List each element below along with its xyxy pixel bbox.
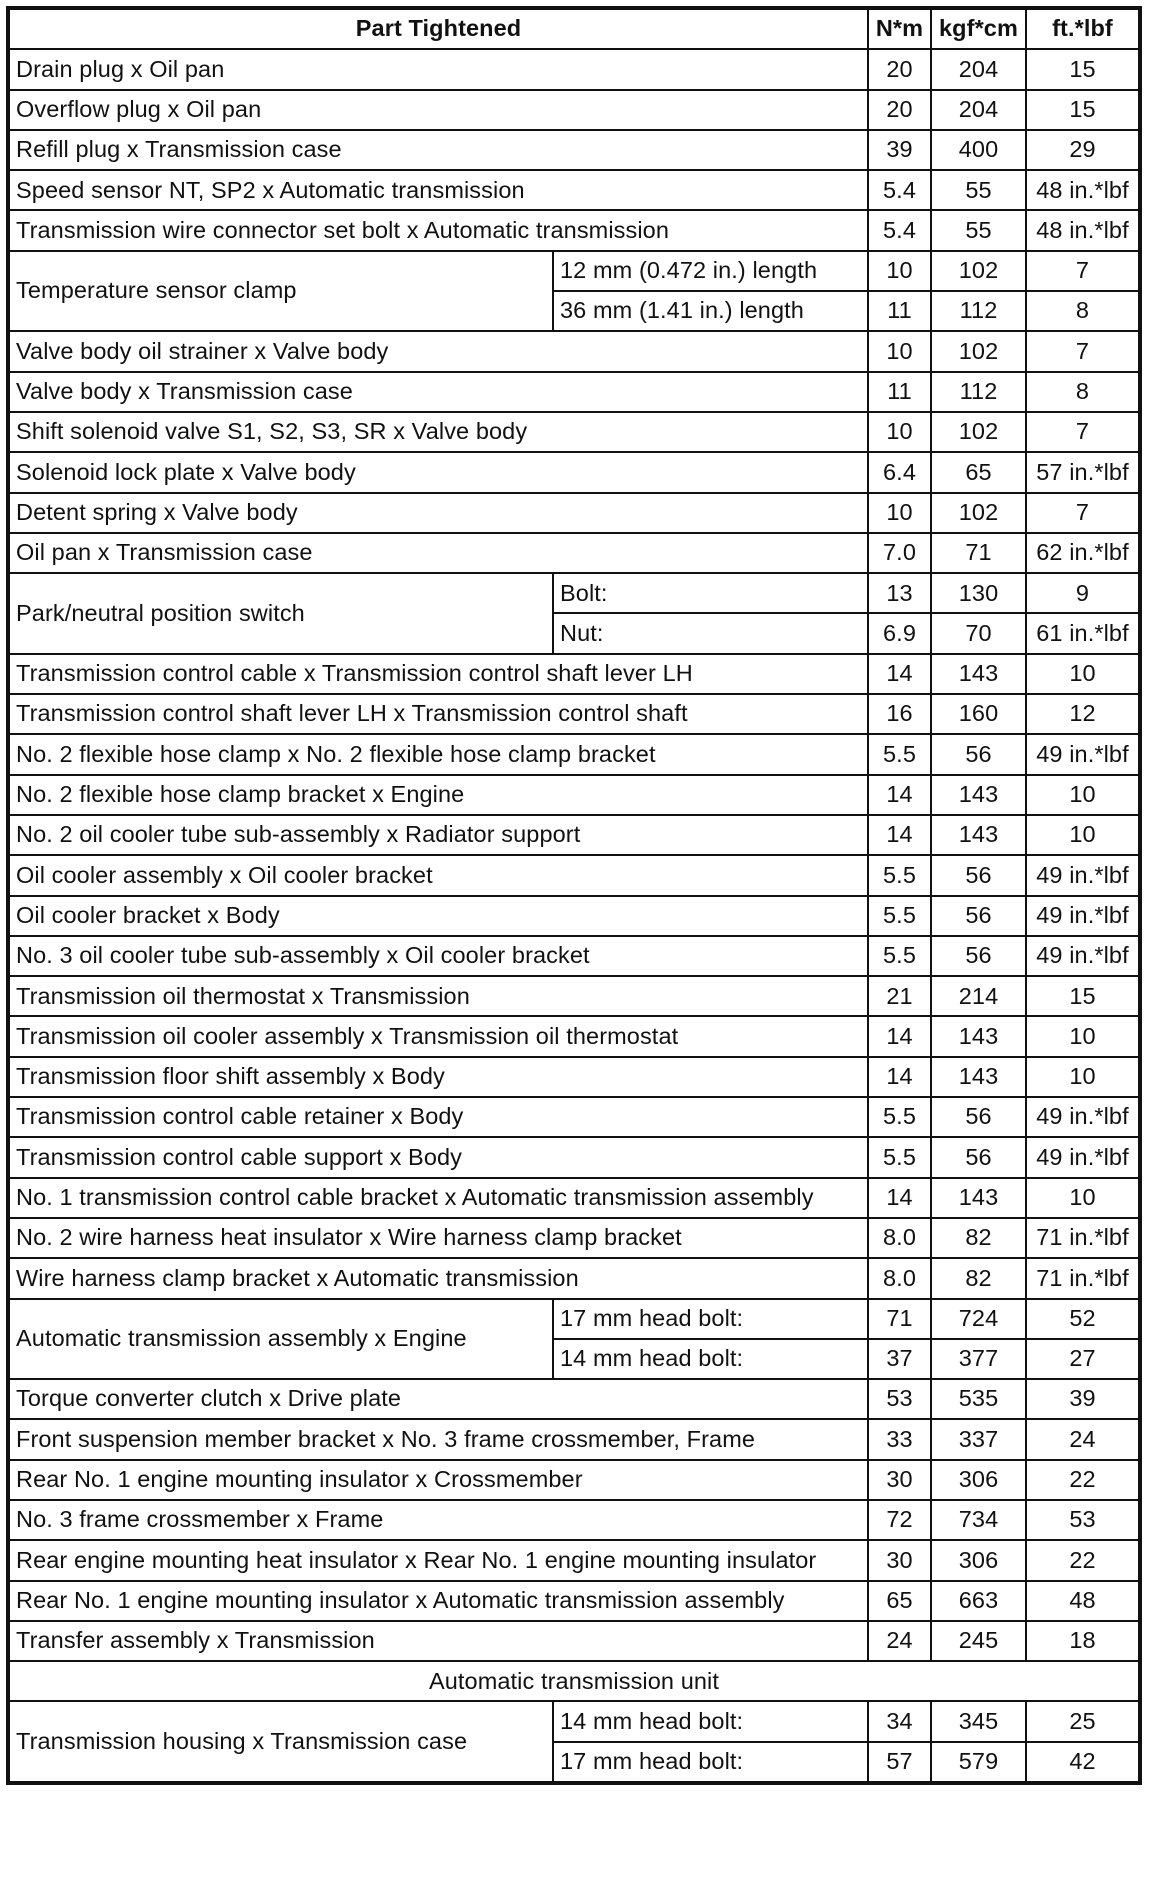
torque-ft-lbf: 42: [1026, 1742, 1140, 1783]
part-name: Oil cooler bracket x Body: [8, 896, 868, 936]
torque-kgf-cm: 734: [931, 1500, 1026, 1540]
header-row: [8, 8, 1140, 49]
part-name: Oil pan x Transmission case: [8, 533, 868, 573]
torque-nm: 5.4: [868, 210, 931, 250]
table-row: [8, 775, 1140, 815]
torque-nm: 33: [868, 1419, 931, 1459]
torque-ft-lbf: 48 in.*lbf: [1026, 210, 1140, 250]
torque-kgf-cm: 70: [931, 613, 1026, 653]
torque-nm: 14: [868, 654, 931, 694]
table-row: [8, 815, 1140, 855]
torque-kgf-cm: 102: [931, 493, 1026, 533]
torque-ft-lbf: 15: [1026, 49, 1140, 89]
torque-kgf-cm: 82: [931, 1218, 1026, 1258]
torque-ft-lbf: 48 in.*lbf: [1026, 170, 1140, 210]
torque-ft-lbf: 29: [1026, 130, 1140, 170]
torque-nm: 14: [868, 775, 931, 815]
header-ft-lbf: ft.*lbf: [1026, 8, 1140, 49]
table-row: [8, 1621, 1140, 1661]
torque-kgf-cm: 55: [931, 210, 1026, 250]
table-row: [8, 1460, 1140, 1500]
part-name: Torque converter clutch x Drive plate: [8, 1379, 868, 1419]
header-kgf-cm: kgf*cm: [931, 8, 1026, 49]
part-name: Transfer assembly x Transmission: [8, 1621, 868, 1661]
part-name: Automatic transmission assembly x Engine: [8, 1299, 553, 1380]
torque-nm: 5.5: [868, 1137, 931, 1177]
torque-nm: 10: [868, 493, 931, 533]
torque-nm: 5.4: [868, 170, 931, 210]
sub-condition: 17 mm head bolt:: [553, 1742, 868, 1783]
part-name: Valve body x Transmission case: [8, 372, 868, 412]
part-name: Front suspension member bracket x No. 3 frame crossmember, Frame: [8, 1419, 868, 1459]
part-name: Temperature sensor clamp: [8, 251, 553, 332]
table-row: [8, 533, 1140, 573]
part-name: No. 1 transmission control cable bracket x Automatic transmission assembly: [8, 1178, 868, 1218]
table-row: [8, 1057, 1140, 1097]
table-row: [8, 452, 1140, 492]
torque-kgf-cm: 56: [931, 1137, 1026, 1177]
table-row: [8, 1258, 1140, 1298]
torque-kgf-cm: 214: [931, 976, 1026, 1016]
part-name: Overflow plug x Oil pan: [8, 90, 868, 130]
torque-ft-lbf: 27: [1026, 1339, 1140, 1379]
torque-nm: 5.5: [868, 1097, 931, 1137]
torque-nm: 21: [868, 976, 931, 1016]
torque-kgf-cm: 65: [931, 452, 1026, 492]
sub-condition: 14 mm head bolt:: [553, 1701, 868, 1741]
torque-ft-lbf: 10: [1026, 775, 1140, 815]
torque-nm: 34: [868, 1701, 931, 1741]
torque-kgf-cm: 56: [931, 936, 1026, 976]
torque-table-body: [8, 49, 1140, 1783]
torque-kgf-cm: 56: [931, 1097, 1026, 1137]
torque-ft-lbf: 71 in.*lbf: [1026, 1258, 1140, 1298]
torque-ft-lbf: 8: [1026, 291, 1140, 331]
sub-condition: 14 mm head bolt:: [553, 1339, 868, 1379]
torque-ft-lbf: 62 in.*lbf: [1026, 533, 1140, 573]
torque-ft-lbf: 52: [1026, 1299, 1140, 1339]
torque-nm: 20: [868, 49, 931, 89]
torque-nm: 14: [868, 1178, 931, 1218]
torque-kgf-cm: 55: [931, 170, 1026, 210]
torque-nm: 30: [868, 1460, 931, 1500]
part-name: No. 2 oil cooler tube sub-assembly x Radiator support: [8, 815, 868, 855]
table-row: [8, 1500, 1140, 1540]
torque-ft-lbf: 24: [1026, 1419, 1140, 1459]
torque-ft-lbf: 49 in.*lbf: [1026, 936, 1140, 976]
table-row: [8, 1379, 1140, 1419]
torque-kgf-cm: 306: [931, 1460, 1026, 1500]
part-name: Speed sensor NT, SP2 x Automatic transmission: [8, 170, 868, 210]
part-name: Transmission housing x Transmission case: [8, 1701, 553, 1783]
part-name: Drain plug x Oil pan: [8, 49, 868, 89]
table-row: [8, 855, 1140, 895]
torque-nm: 20: [868, 90, 931, 130]
table-row: [8, 734, 1140, 774]
torque-kgf-cm: 112: [931, 291, 1026, 331]
table-row: [8, 573, 1140, 613]
torque-ft-lbf: 8: [1026, 372, 1140, 412]
table-row: [8, 49, 1140, 89]
table-row: [8, 412, 1140, 452]
part-name: No. 2 flexible hose clamp bracket x Engine: [8, 775, 868, 815]
torque-kgf-cm: 579: [931, 1742, 1026, 1783]
part-name: Rear No. 1 engine mounting insulator x Automatic transmission assembly: [8, 1581, 868, 1621]
table-row: [8, 1178, 1140, 1218]
torque-nm: 11: [868, 372, 931, 412]
torque-ft-lbf: 7: [1026, 412, 1140, 452]
sub-condition: Nut:: [553, 613, 868, 653]
torque-nm: 13: [868, 573, 931, 613]
torque-nm: 72: [868, 1500, 931, 1540]
part-name: Shift solenoid valve S1, S2, S3, SR x Valve body: [8, 412, 868, 452]
torque-kgf-cm: 143: [931, 1057, 1026, 1097]
torque-kgf-cm: 535: [931, 1379, 1026, 1419]
torque-ft-lbf: 10: [1026, 1178, 1140, 1218]
torque-ft-lbf: 7: [1026, 331, 1140, 371]
section-row: [8, 1661, 1140, 1701]
torque-ft-lbf: 10: [1026, 1057, 1140, 1097]
torque-ft-lbf: 22: [1026, 1540, 1140, 1580]
part-name: Detent spring x Valve body: [8, 493, 868, 533]
torque-nm: 8.0: [868, 1258, 931, 1298]
torque-nm: 7.0: [868, 533, 931, 573]
table-row: [8, 694, 1140, 734]
part-name: Transmission control shaft lever LH x Transmission control shaft: [8, 694, 868, 734]
part-name: No. 3 oil cooler tube sub-assembly x Oil cooler bracket: [8, 936, 868, 976]
torque-kgf-cm: 245: [931, 1621, 1026, 1661]
table-row: [8, 1419, 1140, 1459]
torque-ft-lbf: 57 in.*lbf: [1026, 452, 1140, 492]
torque-ft-lbf: 48: [1026, 1581, 1140, 1621]
torque-ft-lbf: 10: [1026, 815, 1140, 855]
part-name: Transmission wire connector set bolt x Automatic transmission: [8, 210, 868, 250]
torque-nm: 5.5: [868, 936, 931, 976]
header-nm: N*m: [868, 8, 931, 49]
header-part-tightened: Part Tightened: [8, 8, 868, 49]
torque-kgf-cm: 160: [931, 694, 1026, 734]
torque-kgf-cm: 102: [931, 331, 1026, 371]
part-name: Park/neutral position switch: [8, 573, 553, 654]
table-row: [8, 1016, 1140, 1056]
part-name: No. 2 wire harness heat insulator x Wire harness clamp bracket: [8, 1218, 868, 1258]
part-name: Solenoid lock plate x Valve body: [8, 452, 868, 492]
torque-kgf-cm: 724: [931, 1299, 1026, 1339]
torque-kgf-cm: 130: [931, 573, 1026, 613]
part-name: Transmission oil thermostat x Transmission: [8, 976, 868, 1016]
torque-nm: 65: [868, 1581, 931, 1621]
torque-kgf-cm: 337: [931, 1419, 1026, 1459]
torque-ft-lbf: 71 in.*lbf: [1026, 1218, 1140, 1258]
sub-condition: 17 mm head bolt:: [553, 1299, 868, 1339]
torque-ft-lbf: 49 in.*lbf: [1026, 734, 1140, 774]
table-row: [8, 1701, 1140, 1741]
torque-ft-lbf: 15: [1026, 90, 1140, 130]
torque-nm: 6.4: [868, 452, 931, 492]
torque-ft-lbf: 61 in.*lbf: [1026, 613, 1140, 653]
torque-nm: 10: [868, 412, 931, 452]
torque-ft-lbf: 7: [1026, 493, 1140, 533]
table-row: [8, 976, 1140, 1016]
torque-kgf-cm: 204: [931, 90, 1026, 130]
torque-kgf-cm: 143: [931, 654, 1026, 694]
torque-nm: 14: [868, 815, 931, 855]
part-name: Wire harness clamp bracket x Automatic transmission: [8, 1258, 868, 1298]
table-row: [8, 1137, 1140, 1177]
torque-ft-lbf: 10: [1026, 654, 1140, 694]
torque-nm: 30: [868, 1540, 931, 1580]
torque-nm: 37: [868, 1339, 931, 1379]
torque-nm: 71: [868, 1299, 931, 1339]
table-row: [8, 210, 1140, 250]
torque-kgf-cm: 56: [931, 896, 1026, 936]
torque-ft-lbf: 49 in.*lbf: [1026, 1097, 1140, 1137]
torque-kgf-cm: 143: [931, 1178, 1026, 1218]
torque-ft-lbf: 15: [1026, 976, 1140, 1016]
torque-nm: 10: [868, 331, 931, 371]
table-row: [8, 896, 1140, 936]
part-name: Transmission control cable x Transmission control shaft lever LH: [8, 654, 868, 694]
torque-kgf-cm: 663: [931, 1581, 1026, 1621]
torque-nm: 8.0: [868, 1218, 931, 1258]
part-name: No. 2 flexible hose clamp x No. 2 flexible hose clamp bracket: [8, 734, 868, 774]
torque-nm: 14: [868, 1016, 931, 1056]
section-title: Automatic transmission unit: [8, 1661, 1140, 1701]
sub-condition: 12 mm (0.472 in.) length: [553, 251, 868, 291]
torque-nm: 5.5: [868, 855, 931, 895]
sub-condition: 36 mm (1.41 in.) length: [553, 291, 868, 331]
part-name: Oil cooler assembly x Oil cooler bracket: [8, 855, 868, 895]
torque-kgf-cm: 377: [931, 1339, 1026, 1379]
torque-nm: 5.5: [868, 734, 931, 774]
table-row: [8, 654, 1140, 694]
table-row: [8, 1540, 1140, 1580]
table-row: [8, 170, 1140, 210]
torque-ft-lbf: 9: [1026, 573, 1140, 613]
torque-kgf-cm: 112: [931, 372, 1026, 412]
torque-nm: 57: [868, 1742, 931, 1783]
torque-ft-lbf: 25: [1026, 1701, 1140, 1741]
part-name: Transmission control cable retainer x Body: [8, 1097, 868, 1137]
torque-kgf-cm: 71: [931, 533, 1026, 573]
part-name: No. 3 frame crossmember x Frame: [8, 1500, 868, 1540]
table-row: [8, 1581, 1140, 1621]
torque-kgf-cm: 56: [931, 734, 1026, 774]
table-row: [8, 1097, 1140, 1137]
torque-kgf-cm: 400: [931, 130, 1026, 170]
torque-nm: 53: [868, 1379, 931, 1419]
torque-kgf-cm: 306: [931, 1540, 1026, 1580]
torque-ft-lbf: 49 in.*lbf: [1026, 855, 1140, 895]
torque-kgf-cm: 143: [931, 775, 1026, 815]
torque-nm: 24: [868, 1621, 931, 1661]
torque-specification-sheet: [6, 6, 1138, 1785]
table-row: [8, 936, 1140, 976]
sub-condition: Bolt:: [553, 573, 868, 613]
torque-table: [6, 6, 1142, 1785]
torque-ft-lbf: 53: [1026, 1500, 1140, 1540]
torque-kgf-cm: 143: [931, 1016, 1026, 1056]
torque-kgf-cm: 102: [931, 412, 1026, 452]
table-row: [8, 90, 1140, 130]
torque-kgf-cm: 82: [931, 1258, 1026, 1298]
torque-ft-lbf: 7: [1026, 251, 1140, 291]
torque-kgf-cm: 102: [931, 251, 1026, 291]
torque-ft-lbf: 12: [1026, 694, 1140, 734]
torque-nm: 5.5: [868, 896, 931, 936]
table-row: [8, 251, 1140, 291]
torque-nm: 14: [868, 1057, 931, 1097]
torque-nm: 16: [868, 694, 931, 734]
part-name: Refill plug x Transmission case: [8, 130, 868, 170]
part-name: Rear No. 1 engine mounting insulator x Crossmember: [8, 1460, 868, 1500]
part-name: Transmission oil cooler assembly x Transmission oil thermostat: [8, 1016, 868, 1056]
torque-nm: 39: [868, 130, 931, 170]
table-row: [8, 1299, 1140, 1339]
torque-kgf-cm: 345: [931, 1701, 1026, 1741]
part-name: Transmission control cable support x Body: [8, 1137, 868, 1177]
torque-ft-lbf: 49 in.*lbf: [1026, 896, 1140, 936]
torque-ft-lbf: 10: [1026, 1016, 1140, 1056]
table-row: [8, 130, 1140, 170]
part-name: Rear engine mounting heat insulator x Rear No. 1 engine mounting insulator: [8, 1540, 868, 1580]
torque-ft-lbf: 18: [1026, 1621, 1140, 1661]
torque-kgf-cm: 204: [931, 49, 1026, 89]
torque-kgf-cm: 56: [931, 855, 1026, 895]
part-name: Transmission floor shift assembly x Body: [8, 1057, 868, 1097]
torque-nm: 11: [868, 291, 931, 331]
table-row: [8, 1218, 1140, 1258]
torque-kgf-cm: 143: [931, 815, 1026, 855]
torque-nm: 10: [868, 251, 931, 291]
torque-ft-lbf: 49 in.*lbf: [1026, 1137, 1140, 1177]
table-row: [8, 331, 1140, 371]
table-row: [8, 493, 1140, 533]
torque-ft-lbf: 22: [1026, 1460, 1140, 1500]
part-name: Valve body oil strainer x Valve body: [8, 331, 868, 371]
torque-ft-lbf: 39: [1026, 1379, 1140, 1419]
torque-nm: 6.9: [868, 613, 931, 653]
table-row: [8, 372, 1140, 412]
